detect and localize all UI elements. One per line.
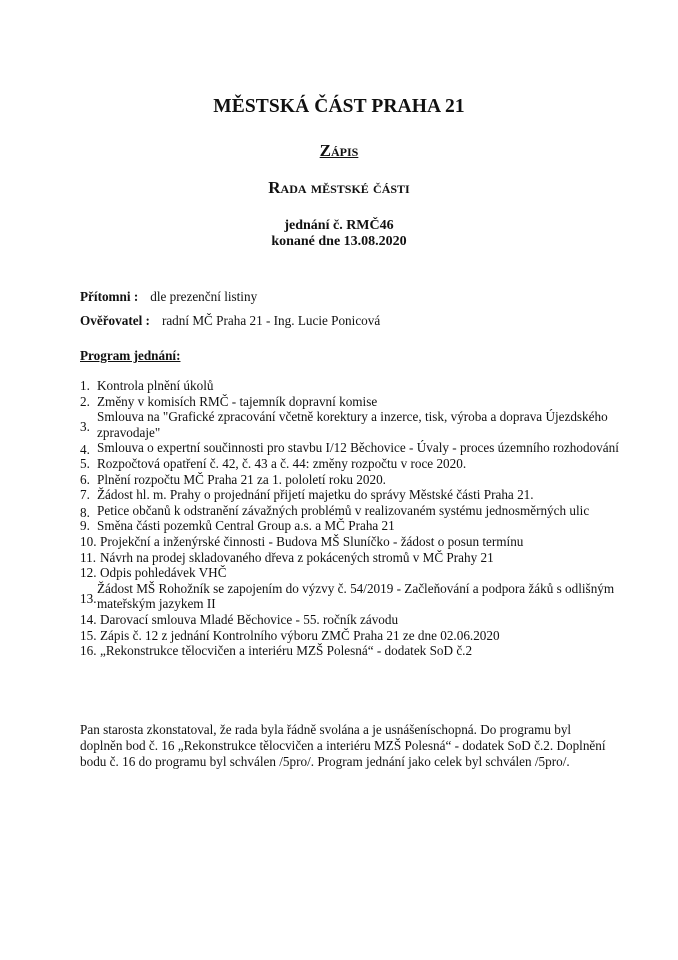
agenda-list [80, 378, 620, 659]
agenda-item [80, 628, 620, 644]
document-type: Zápis [319, 141, 359, 160]
agenda-item [80, 378, 620, 394]
verifier-value: radní MČ Praha 21 - Ing. Lucie Ponicová [161, 313, 381, 328]
agenda-item-number: 15. [80, 627, 97, 643]
agenda-item [80, 534, 620, 550]
agenda-item [80, 440, 620, 456]
agenda-item-text: Návrh na prodej skladovaného dřeva z pokácených stromů v MČ Prahy 21 [100, 549, 494, 565]
council-name: Rada městské části [268, 178, 410, 197]
agenda-item-text: Smlouva o expertní součinnosti pro stavbu I/12 Běchovice - Úvaly - proces územního rozhodování [97, 440, 619, 456]
agenda-item [80, 409, 620, 440]
agenda-item [80, 565, 620, 581]
agenda-item-number: 8. [80, 504, 90, 520]
agenda-item-text: Darovací smlouva Mladé Běchovice - 55. ročník závodu [100, 611, 399, 627]
agenda-item [80, 518, 620, 534]
agenda-item-text: Odpis pohledávek VHČ [100, 565, 227, 581]
agenda-item-number: 16. [80, 643, 97, 659]
mayor-statement: Pan starosta zkonstatoval, že rada byla řádně svolána a je usnášeníschopná. Do programu byl doplněn bod č. 16 „Rekonstrukce tělocvičen a interiéru MZŠ Polesná“ - dodatek SoD č.2. Doplnění bodu č. 16 do programu byl schválen /5pro/. Program jednání jako celek byl schválen /5pro/. [80, 722, 606, 770]
agenda-item-text: „Rekonstrukce tělocvičen a interiéru MZŠ Polesná“ - dodatek SoD č.2 [100, 643, 473, 659]
agenda-item-number: 2. [80, 393, 90, 409]
program-heading: Program jednání: [80, 348, 181, 363]
agenda-item-number: 7. [80, 487, 90, 503]
agenda-item [80, 394, 620, 410]
agenda-item-text: Změny v komisích RMČ - tajemník dopravní komise [97, 393, 378, 409]
meeting-date: konané dne 13.08.2020 [271, 234, 407, 249]
agenda-item-number: 6. [80, 471, 90, 487]
verifier-label: Ověřovatel : [80, 313, 150, 328]
agenda-item-number: 5. [80, 455, 90, 471]
document-title: MĚSTSKÁ ČÁST PRAHA 21 [213, 96, 465, 117]
present-value: dle prezenční listiny [150, 289, 258, 304]
agenda-item [80, 487, 620, 503]
meeting-number: jednání č. RMČ46 [284, 218, 394, 233]
agenda-item [80, 503, 620, 519]
agenda-item-text: Smlouva na "Grafické zpracování včetně korektury a inzerce, tisk, výroba a doprava Újezdského zpravodaje" [97, 409, 608, 440]
agenda-item-text: Kontrola plnění úkolů [97, 378, 214, 393]
agenda-item-text: Plnění rozpočtu MČ Praha 21 za 1. pololetí roku 2020. [97, 471, 386, 487]
agenda-item-number: 1. [80, 378, 90, 393]
agenda-item-number: 9. [80, 518, 90, 534]
verifier-row [80, 313, 380, 329]
agenda-item [80, 550, 620, 566]
present-row [80, 289, 257, 305]
agenda-item [80, 612, 620, 628]
agenda-item-number: 14. [80, 611, 97, 627]
agenda-item-text: Žádost MŠ Rohožník se zapojením do výzvy č. 54/2019 - Začleňování a podpora žáků s odlišným mateřským jazykem II [97, 580, 615, 612]
agenda-item-number: 13. [80, 590, 97, 606]
agenda-item-text: Petice občanů k odstranění závažných problémů v realizovaném systému jednosměrných ulic [97, 502, 590, 518]
agenda-item [80, 472, 620, 488]
agenda-item-number: 3. [80, 418, 90, 434]
agenda-item-number: 4. [80, 442, 90, 458]
agenda-item [80, 643, 620, 659]
agenda-item [80, 456, 620, 472]
agenda-item-number: 11. [80, 549, 96, 565]
agenda-item-number: 10. [80, 533, 97, 549]
agenda-item-text: Rozpočtová opatření č. 42, č. 43 a č. 44: změny rozpočtu v roce 2020. [97, 455, 467, 471]
agenda-item-number: 12. [80, 565, 97, 581]
present-label: Přítomni : [80, 289, 139, 304]
agenda-item-text: Zápis č. 12 z jednání Kontrolního výboru ZMČ Praha 21 ze dne 02.06.2020 [100, 627, 500, 643]
agenda-item-text: Žádost hl. m. Prahy o projednání přijetí majetku do správy Městské části Praha 21. [97, 487, 534, 503]
agenda-item-text: Směna části pozemků Central Group a.s. a MČ Praha 21 [97, 518, 395, 534]
agenda-item-text: Projekční a inženýrské činnosti - Budova MŠ Sluníčko - žádost o posun termínu [100, 533, 524, 549]
agenda-item [80, 581, 620, 612]
meeting-info [0, 218, 678, 250]
